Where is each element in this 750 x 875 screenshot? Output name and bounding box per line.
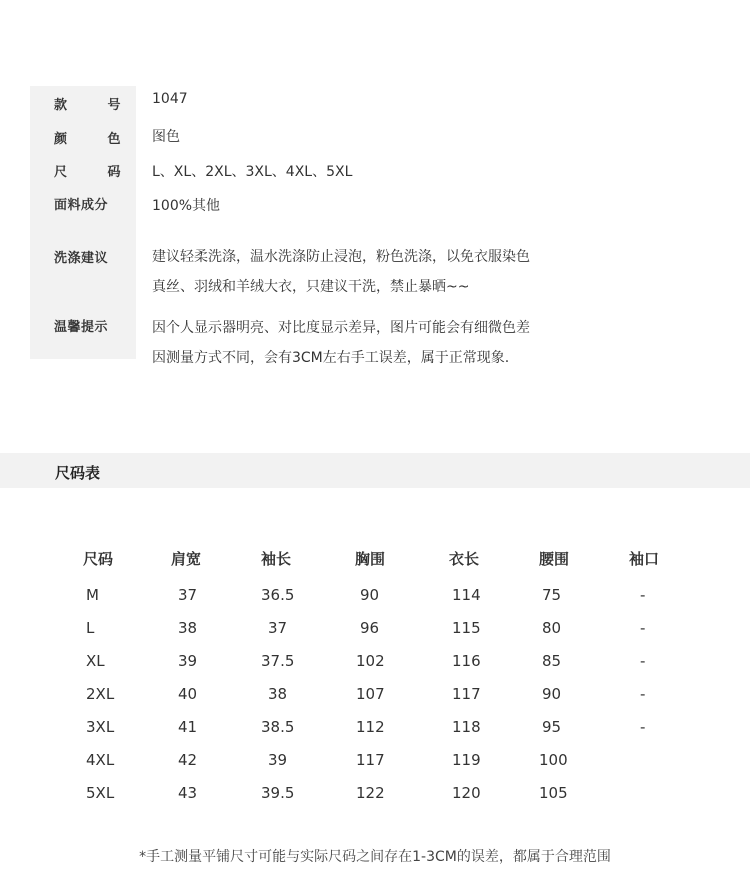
cell-cuff: [629, 743, 750, 776]
cell-length: 116: [452, 651, 481, 670]
cell-chest: 102: [356, 651, 385, 670]
cell-waist: 75: [542, 585, 562, 604]
size-chart-table: [0, 538, 750, 809]
cell-sleeve: 38.5: [261, 717, 295, 736]
size-label: 尺 码: [54, 165, 139, 180]
cell-size: 5XL: [86, 783, 115, 802]
table-row: [0, 710, 750, 743]
cell-chest: 107: [356, 684, 385, 703]
cell-sleeve: 39: [268, 750, 288, 769]
size-chart-footnote: *手工测量平铺尺寸可能与实际尺码之间存在1-3CM的误差，都属于合理范围: [139, 849, 611, 865]
cell-waist: 105: [539, 783, 568, 802]
header-sleeve: 袖长: [261, 549, 292, 568]
cell-size: 4XL: [86, 750, 115, 769]
cell-size: L: [86, 618, 95, 637]
cell-size: 2XL: [86, 684, 115, 703]
cell-shoulder: 39: [178, 651, 198, 670]
tips-line-2: 因测量方式不同，会有3CM左右手工误差，属于正常现象.: [152, 350, 510, 366]
cell-sleeve: 37: [268, 618, 288, 637]
cell-cuff: -: [640, 585, 646, 604]
fabric-label: 面料成分: [54, 198, 109, 213]
cell-shoulder: 40: [178, 684, 198, 703]
cell-chest: 117: [356, 750, 385, 769]
table-row: [0, 677, 750, 710]
header-length: 衣长: [449, 549, 480, 568]
cell-cuff: -: [640, 684, 646, 703]
color-label: 颜 色: [54, 132, 139, 147]
cell-sleeve: 36.5: [261, 585, 295, 604]
cell-cuff: -: [640, 651, 646, 670]
cell-length: 118: [452, 717, 481, 736]
color-value: 图色: [152, 129, 180, 145]
cell-shoulder: 43: [178, 783, 198, 802]
header-waist: 腰围: [539, 549, 570, 568]
cell-cuff: [629, 776, 750, 809]
cell-length: 114: [452, 585, 481, 604]
cell-shoulder: 41: [178, 717, 198, 736]
table-row: [0, 776, 750, 809]
header-shoulder: 肩宽: [171, 549, 202, 568]
cell-size: M: [86, 585, 99, 604]
size-chart-title: 尺码表: [55, 464, 101, 482]
cell-size: 3XL: [86, 717, 115, 736]
header-chest: 胸围: [355, 549, 386, 568]
table-row: [0, 578, 750, 611]
cell-length: 117: [452, 684, 481, 703]
cell-chest: 122: [356, 783, 385, 802]
tips-line-1: 因个人显示器明亮、对比度显示差异，图片可能会有细微色差: [152, 320, 530, 336]
cell-sleeve: 39.5: [261, 783, 295, 802]
cell-chest: 90: [360, 585, 380, 604]
header-size: 尺码: [83, 549, 114, 568]
cell-cuff: -: [640, 618, 646, 637]
table-row: [0, 611, 750, 644]
washing-label: 洗涤建议: [54, 251, 109, 266]
style-number-value: 1047: [152, 91, 188, 107]
tips-label: 温馨提示: [54, 320, 109, 335]
fabric-value: 100%其他: [152, 198, 221, 214]
size-chart-header-row: [0, 538, 750, 578]
cell-waist: 90: [542, 684, 562, 703]
table-row: [0, 644, 750, 677]
cell-length: 120: [452, 783, 481, 802]
cell-waist: 95: [542, 717, 562, 736]
washing-line-2: 真丝、羽绒和羊绒大衣，只建议干洗，禁止暴晒~~: [152, 279, 470, 295]
cell-sleeve: 38: [268, 684, 288, 703]
table-row: [0, 743, 750, 776]
cell-length: 115: [452, 618, 481, 637]
header-cuff: 袖口: [629, 549, 660, 568]
cell-shoulder: 42: [178, 750, 198, 769]
cell-size: XL: [86, 651, 105, 670]
cell-waist: 80: [542, 618, 562, 637]
cell-chest: 96: [360, 618, 380, 637]
size-value: L、XL、2XL、3XL、4XL、5XL: [152, 164, 353, 180]
cell-chest: 112: [356, 717, 385, 736]
washing-line-1: 建议轻柔洗涤，温水洗涤防止浸泡，粉色洗涤，以免衣服染色: [152, 249, 530, 265]
style-number-label: 款 号: [54, 98, 139, 113]
cell-shoulder: 38: [178, 618, 198, 637]
cell-cuff: -: [640, 717, 646, 736]
cell-waist: 85: [542, 651, 562, 670]
cell-shoulder: 37: [178, 585, 198, 604]
cell-sleeve: 37.5: [261, 651, 295, 670]
size-chart-header-bar: [0, 453, 750, 488]
cell-waist: 100: [539, 750, 568, 769]
cell-length: 119: [452, 750, 481, 769]
